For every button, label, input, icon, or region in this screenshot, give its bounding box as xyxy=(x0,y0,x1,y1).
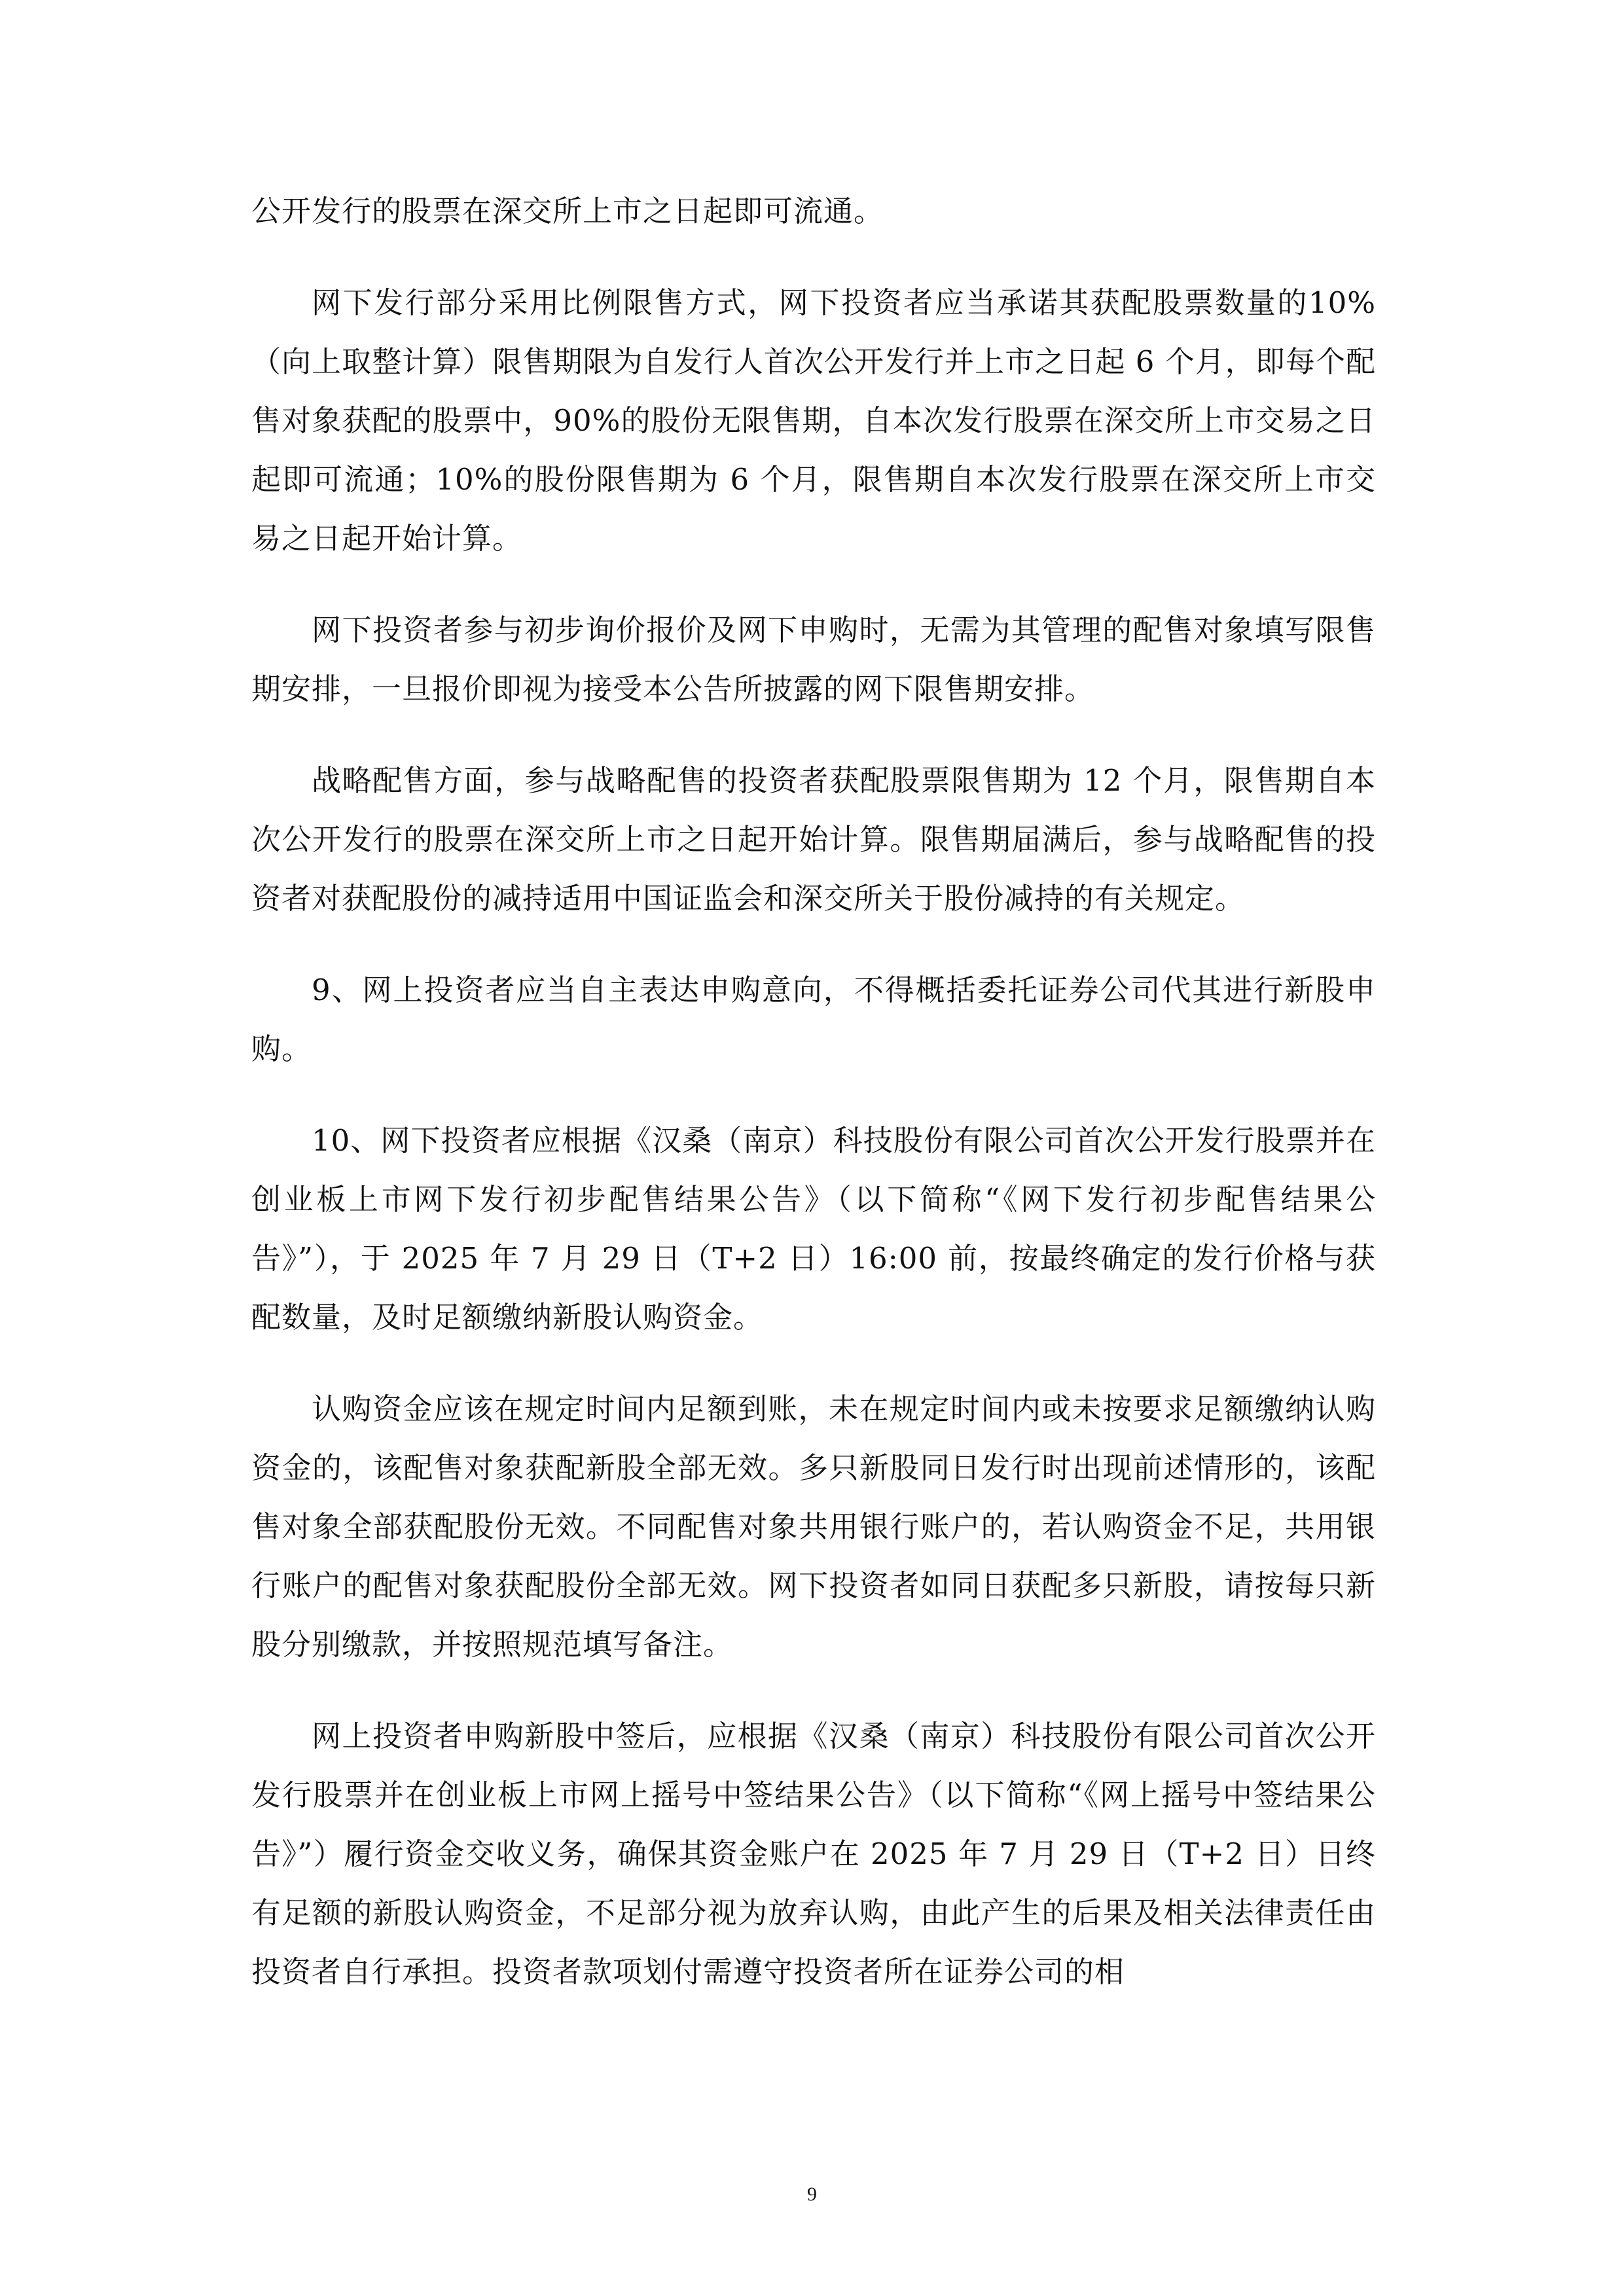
paragraph-item-10: 10、网下投资者应根据《汉桑（南京）科技股份有限公司首次公开发行股票并在创业板上市网下发行初步配售结果公告》（以下简称“《网下发行初步配售结果公告》”），于 2025 年 7 月 29 日（T+2 日）16:00 前，按最终确定的发行价格与获配数量，及时足额缴纳新股认购资金。 xyxy=(251,1123,1376,1335)
paragraph-online-investors: 网上投资者申购新股中签后，应根据《汉桑（南京）科技股份有限公司首次公开发行股票并在创业板上市网上摇号中签结果公告》（以下简称“《网上摇号中签结果公告》”）履行资金交收义务，确保其资金账户在 2025 年 7 月 29 日（T+2 日）日终有足额的新股认购资金，不足部分视为放弃认购，由此产生的后果及相关法律责任由投资者自行承担。投资者款项划付需遵守投资者所在证券公司的相 xyxy=(251,1719,1376,1989)
paragraph-offline-inquiry: 网下投资者参与初步询价报价及网下申购时，无需为其管理的配售对象填写限售期安排，一旦报价即视为接受本公告所披露的网下限售期安排。 xyxy=(251,613,1376,706)
page-number: 9 xyxy=(807,2183,817,2205)
paragraph-continuation: 公开发行的股票在深交所上市之日起即可流通。 xyxy=(251,194,884,228)
paragraph-item-9: 9、网上投资者应当自主表达申购意向，不得概括委托证券公司代其进行新股申购。 xyxy=(251,973,1376,1066)
paragraph-offline-lockup: 网下发行部分采用比例限售方式，网下投资者应当承诺其获配股票数量的10%（向上取整计算）限售期限为自发行人首次公开发行并上市之日起 6 个月，即每个配售对象获配的股票中，90%的股份无限售期，自本次发行股票在深交所上市交易之日起即可流通；10%的股份限售期为 6 个月，限售期自本次发行股票在深交所上市交易之日起开始计算。 xyxy=(251,285,1376,556)
paragraph-subscription-funds: 认购资金应该在规定时间内足额到账，未在规定时间内或未按要求足额缴纳认购资金的，该配售对象获配新股全部无效。多只新股同日发行时出现前述情形的，该配售对象全部获配股份无效。不同配售对象共用银行账户的，若认购资金不足，共用银行账户的配售对象获配股份全部无效。网下投资者如同日获配多只新股，请按每只新股分别缴款，并按照规范填写备注。 xyxy=(251,1391,1376,1662)
paragraph-strategic-placement: 战略配售方面，参与战略配售的投资者获配股票限售期为 12 个月，限售期自本次公开发行的股票在深交所上市之日起开始计算。限售期届满后，参与战略配售的投资者对获配股份的减持适用中国证监会和深交所关于股份减持的有关规定。 xyxy=(251,763,1376,916)
document-body xyxy=(251,182,1376,2034)
